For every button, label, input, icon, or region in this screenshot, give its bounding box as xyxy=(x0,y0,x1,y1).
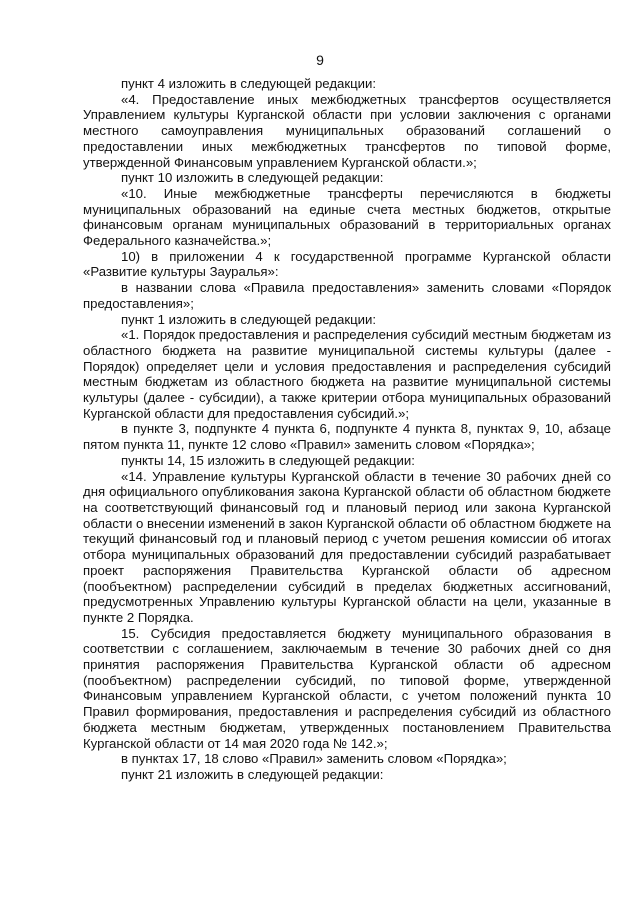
paragraph: пункт 21 изложить в следующей редакции: xyxy=(121,766,384,782)
page-number: 9 xyxy=(316,52,324,68)
paragraph: пункт 4 изложить в следующей редакции: xyxy=(121,76,377,91)
paragraph: в пункте 3, подпункте 4 пункта 6, подпункте 4 пункта 8, пунктах 9, 10, абзаце пятом пункта 11, пункте 12 слово «Правил» заменить словом «Порядка»; xyxy=(83,421,611,453)
paragraph: «10. Иные межбюджетные трансферты перечисляются в бюджеты муниципальных образований на единые счета местных бюджетов, открытые финансовым органам муниципальных образований в территориальных органах Федерального казначейства.»; xyxy=(83,185,611,249)
paragraph: пункты 14, 15 изложить в следующей редакции: xyxy=(121,452,415,468)
paragraph: пункт 10 изложить в следующей редакции: xyxy=(121,170,384,186)
paragraph: 10) в приложении 4 к государственной программе Курганской области «Развитие культуры Зауралья»: xyxy=(83,248,611,280)
paragraph: «1. Порядок предоставления и распределения субсидий местным бюджетам из областного бюджета на развитие муниципальной системы культуры (далее - Порядок) определяет цели и условия предоставления и распределения субсидий местным бюджетам из областного бюджета на развитие муниципальной системы культуры (далее - субсидии), а также критерии отбора муниципальных образований Курганской области для предоставления субсидий.»; xyxy=(83,327,611,421)
document-body xyxy=(83,76,611,783)
paragraph: «4. Предоставление иных межбюджетных трансфертов осуществляется Управлением культуры Курганской области при условии заключения с органами местного самоуправления муниципальных образований соглашений о предоставлении иных межбюджетных трансфертов по типовой форме, утвержденной Финансовым управлением Курганской области.»; xyxy=(83,91,611,170)
paragraph: в пунктах 17, 18 слово «Правил» заменить словом «Порядка»; xyxy=(121,751,507,767)
paragraph: «14. Управление культуры Курганской области в течение 30 рабочих дней со дня официального опубликования закона Курганской области об областном бюджете на соответствующий финансовый год и плановый период или закона Курганской области о внесении изменений в закон Курганской области об областном бюджете на текущий финансовый год и плановый период с учетом решения комиссии об итогах отбора муниципальных образований для предоставлении субсидий разрабатывает проект распоряжения Правительства Курганской области об адресном (пообъектном) распределении субсидий в пределах бюджетных ассигнований, предусмотренных Управлению культуры Курганской области на цели, указанные в пункте 2 Порядка. xyxy=(83,468,611,625)
paragraph: в названии слова «Правила предоставления» заменить словами «Порядок предоставления»; xyxy=(83,280,611,311)
paragraph: пункт 1 изложить в следующей редакции: xyxy=(121,311,377,327)
paragraph: 15. Субсидия предоставляется бюджету муниципального образования в соответствии с соглашением, заключаемым в течение 30 рабочих дней со дня принятия распоряжения Правительства Курганской области об адресном (пообъектном) распределении субсидий, по типовой форме, утвержденной Финансовым управлением Курганской области, с учетом положений пункта 10 Правил формирования, предоставления и распределения субсидий из областного бюджета местным бюджетам, утвержденных постановлением Правительства Курганской области от 14 мая 2020 года № 142.»; xyxy=(83,625,611,751)
